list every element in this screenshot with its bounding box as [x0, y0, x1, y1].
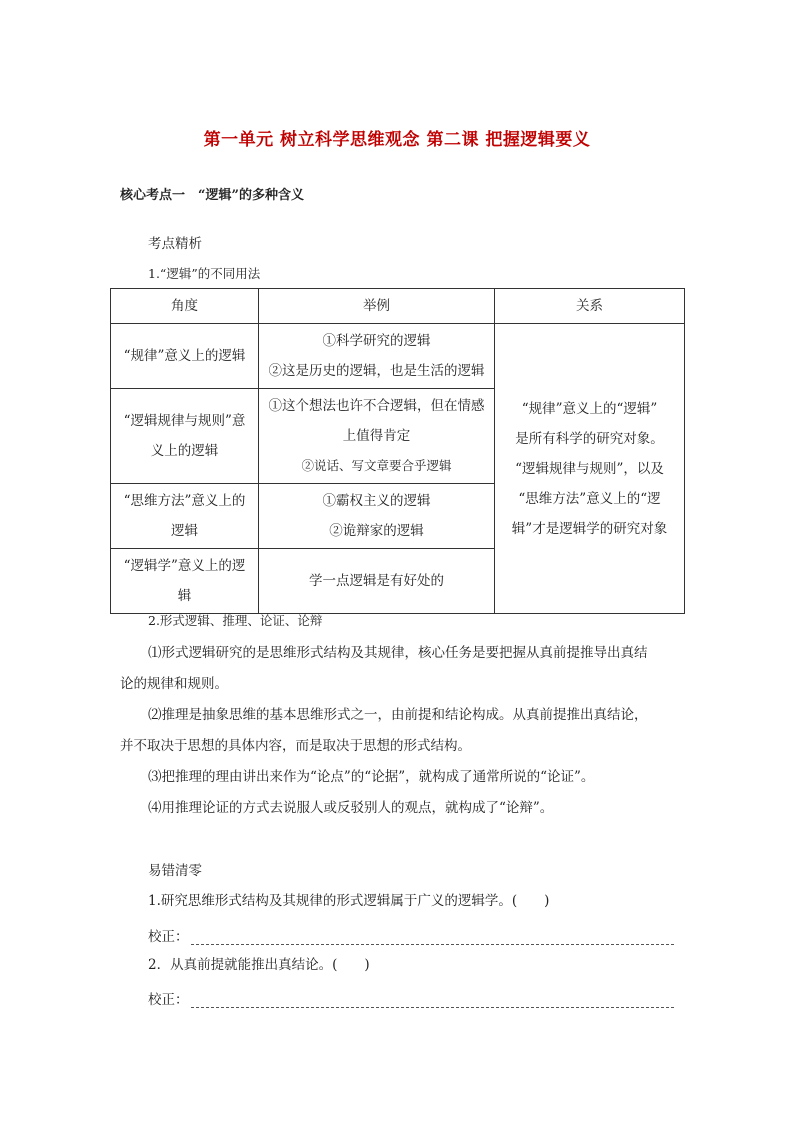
analysis-label: 考点精析 [148, 236, 202, 252]
correction-row [148, 988, 674, 1008]
correction-row [148, 925, 674, 945]
example-text: ①这个想法也许不合逻辑，但在情感 [268, 398, 485, 414]
example-text: ②诡辩家的逻辑 [329, 523, 424, 539]
angle-text: “逻辑学”意义上的逻 [123, 558, 246, 574]
angle-cell [111, 389, 259, 484]
point-line: ⑷用推理论证的方式去说服人或反驳别人的观点，就构成了“论辩”。 [148, 800, 554, 816]
table-header: 举例 [259, 289, 495, 324]
point-line: 论的规律和规则。 [120, 676, 228, 692]
example-text: 上值得肯定 [342, 428, 411, 444]
error-statement: 1.研究思维形式结构及其规律的形式逻辑属于广义的逻辑学。( ) [148, 893, 550, 909]
relation-text: 是所有科学的研究对象。 [515, 430, 664, 447]
angle-text: “思维方法”意义上的 [123, 493, 246, 509]
relation-text: “逻辑规律与规则”，以及 [515, 460, 664, 477]
correction-line[interactable] [191, 930, 675, 945]
angle-text: 义上的逻辑 [150, 443, 219, 459]
example-text: 学一点逻辑是有好处的 [309, 573, 444, 589]
correction-line[interactable] [191, 993, 675, 1008]
correction-label: 校正： [148, 929, 189, 945]
relation-cell [495, 324, 685, 614]
example-cell [259, 324, 495, 389]
angle-cell [111, 484, 259, 549]
example-text: ②这是历史的逻辑，也是生活的逻辑 [268, 363, 485, 379]
correction-label: 校正： [148, 992, 189, 1008]
table-header-row [111, 289, 685, 324]
table-header: 关系 [495, 289, 685, 324]
page-title: 第一单元 树立科学思维观念 第二课 把握逻辑要义 [203, 130, 591, 150]
example-cell [259, 549, 495, 614]
angle-text: “逻辑规律与规则”意 [123, 413, 246, 429]
angle-text: 逻辑 [171, 523, 198, 539]
point-line: ⑴形式逻辑研究的是思维形式结构及其规律，核心任务是要把握从真前提推导出真结 [148, 645, 648, 661]
point-line: ⑶把推理的理由讲出来作为“论点”的“论据”，就构成了通常所说的“论证”。 [148, 769, 595, 785]
example-text: ①霸权主义的逻辑 [322, 493, 431, 509]
angle-text: “规律”意义上的逻辑 [123, 348, 246, 364]
example-cell [259, 389, 495, 484]
logic-usage-table [110, 288, 685, 614]
table-caption: 1.“逻辑”的不同用法 [148, 266, 261, 281]
table-header: 角度 [111, 289, 259, 324]
errors-label: 易错清零 [148, 863, 202, 879]
relation-text: “规律”意义上的“逻辑” [521, 400, 658, 417]
section-heading: 核心考点一 “逻辑”的多种含义 [120, 188, 304, 203]
example-text: ②说话、写文章要合乎逻辑 [301, 458, 452, 473]
table-row [111, 324, 685, 389]
point-line: 并不取决于思想的具体内容，而是取决于思想的形式结构。 [120, 738, 471, 754]
angle-text: 辑 [177, 588, 192, 604]
relation-text: 辑”才是逻辑学的研究对象 [511, 520, 668, 537]
example-text: ①科学研究的逻辑 [322, 333, 431, 349]
error-statement: 2．从真前提就能推出真结论。( ) [148, 957, 370, 973]
angle-cell [111, 549, 259, 614]
point-line: ⑵推理是抽象思维的基本思维形式之一，由前提和结论构成。从真前提推出真结论， [148, 707, 648, 723]
item2-heading: 2.形式逻辑、推理、论证、论辩 [148, 613, 323, 628]
angle-cell [111, 324, 259, 389]
relation-text: “思维方法”意义上的“逻 [518, 490, 661, 507]
example-cell [259, 484, 495, 549]
